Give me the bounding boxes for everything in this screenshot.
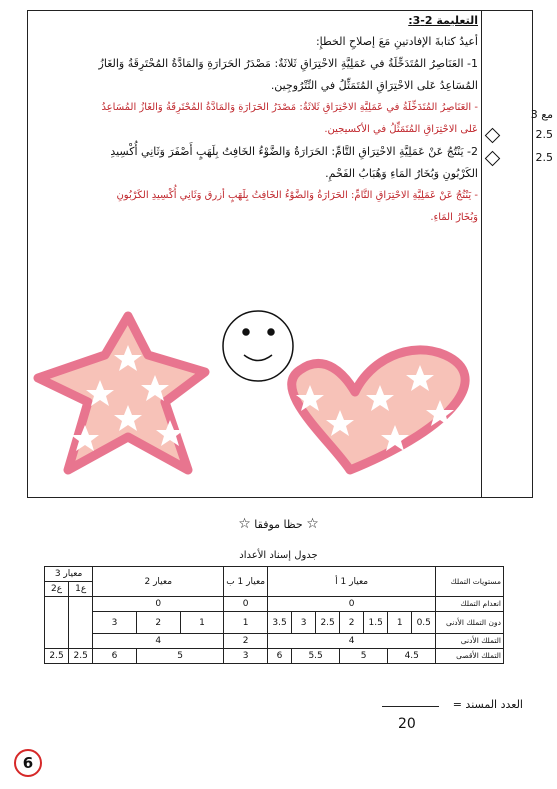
grading-table-title: جدول إسناد الأعداد	[239, 550, 318, 561]
cell-below-c1a: 2.5	[316, 612, 340, 634]
levels-header: مستويات التملك	[436, 567, 504, 597]
cell-max-c2: 5	[136, 649, 223, 664]
side-score-2: 2.5	[535, 151, 553, 164]
table-row	[45, 597, 504, 612]
table-row	[45, 612, 504, 634]
star-outline-icon: ☆	[306, 516, 319, 532]
answer2-line1: - يَنْتُجُ عَنْ عَمَلِيَّةِ الاحْتِرَاقِ التَّامِّ: الحَرَارَةُ وَالضَّوْءُ الخَافِتُ بِلَهَبٍ أزرق وَثَانِي أُكْسِيدِ الكَرْبُونِ	[116, 190, 478, 201]
item2-line2: الكَرْبُونِ وَبُخَارُ المَاءِ وَهُبَابُ الفَحْمِ.	[325, 167, 478, 180]
criterion-3-header: معيار 3	[45, 567, 93, 582]
criterion-1a-header: معيار 1 أ	[268, 567, 436, 597]
cell-minimum-c2: 4	[93, 634, 224, 649]
table-row	[45, 634, 504, 649]
cell-c3-1-empty	[69, 597, 93, 649]
cell-below-c1a: 0.5	[412, 612, 436, 634]
answer2-line2: وَبُخَارُ المَاءِ.	[430, 212, 478, 223]
cell-c3-2-empty	[45, 597, 69, 649]
cell-max-c2: 6	[93, 649, 137, 664]
cell-minimum-c1b: 2	[224, 634, 268, 649]
cell-below-c1a: 3	[292, 612, 316, 634]
cell-below-c1a: 3.5	[268, 612, 292, 634]
row-label-max: التملك الأقصى	[436, 649, 504, 664]
instruction: أعيدُ كتابةَ الإفادتينِ مَعَ إصلاحِ الخطإِ:	[315, 35, 478, 48]
grading-table	[44, 566, 504, 664]
cell-below-c2: 1	[180, 612, 224, 634]
row-label-minimum: التملك الأدنى	[436, 634, 504, 649]
cell-max-c1a: 5.5	[292, 649, 340, 664]
total-underline	[382, 706, 439, 707]
good-luck-wish	[0, 516, 557, 532]
total-label: العدد المسند =	[452, 698, 523, 711]
cell-below-c2: 2	[136, 612, 180, 634]
cell-none-c1a: 0	[268, 597, 436, 612]
heart-drawing	[292, 350, 465, 470]
item1-line2: المُسَاعِدُ عَلى الاحْتِرَاقِ المُتَمَثِّلُ في النِّتْرُوجِين.	[270, 79, 478, 92]
smiley-face-drawing	[223, 311, 293, 381]
answer1-line2: عَلى الاحْتِرَاقِ المُتَمَثِّلُ في الأكسيجين.	[324, 124, 478, 135]
criterion-1b-header: معيار 1 ب	[224, 567, 268, 597]
cell-max-c1b: 3	[224, 649, 268, 664]
table-header-row	[45, 567, 504, 582]
cell-below-c1a: 1	[388, 612, 412, 634]
cell-none-c2: 0	[93, 597, 224, 612]
exercise-title: التعليمة 2-3:	[408, 14, 478, 27]
cell-below-c1b: 1	[224, 612, 268, 634]
side-label: مع 3	[530, 108, 553, 121]
cell-max-c3-1: 2.5	[69, 649, 93, 664]
item1-line1: 1- العَنَاصِرُ المُتَدَخِّلَةُ في عَمَلِيَّةِ الاحْتِرَاقِ ثَلاثَةٌ: مَصْدَرُ الحَرَارَةِ وَالمَادَّةُ المُحْتَرِقَةُ وَالغَازُ	[98, 57, 478, 70]
cell-max-c3-2: 2.5	[45, 649, 69, 664]
answer1-line1: - العَنَاصِرُ المُتَدَخِّلَةُ في عَمَلِيَّةِ الاحْتِرَاقِ ثَلاثَةٌ: مَصْدَرُ الحَرَارَةِ وَالمَادَّةُ المُحْتَرِقَةُ وَالغَازُ المُسَاعِدُ	[101, 102, 478, 113]
item2-line1: 2- يَنْتُجُ عَنْ عَمَلِيَّةِ الاحْتِرَاقِ التَّامِّ: الحَرَارَةُ وَالضَّوْءُ الخَافِتُ بِلَهَبٍ أَصْفَرَ وَثَانِي أُكْسِيدِ	[110, 145, 478, 158]
wish-text: حظا موفقا	[254, 518, 303, 531]
criterion-2-header: معيار 2	[93, 567, 224, 597]
star-outline-icon: ☆	[238, 516, 251, 532]
page-number-badge: 6	[14, 749, 42, 777]
cell-max-c1a: 6	[268, 649, 292, 664]
row-label-below: دون التملك الأدنى	[436, 612, 504, 634]
criterion-3-sub-1: ع1	[69, 582, 93, 597]
row-label-none: انعدام التملك	[436, 597, 504, 612]
side-score-1: 2.5	[535, 128, 553, 141]
total-value: 20	[398, 716, 416, 732]
cell-below-c2: 3	[93, 612, 137, 634]
cell-max-c1a: 5	[340, 649, 388, 664]
star-drawing	[38, 316, 205, 470]
cell-max-c1a: 4.5	[388, 649, 436, 664]
table-row	[45, 649, 504, 664]
criterion-3-sub-2: ع2	[45, 582, 69, 597]
cell-minimum-c1a: 4	[268, 634, 436, 649]
cell-below-c1a: 2	[340, 612, 364, 634]
cell-below-c1a: 1.5	[364, 612, 388, 634]
cell-none-c1b: 0	[224, 597, 268, 612]
